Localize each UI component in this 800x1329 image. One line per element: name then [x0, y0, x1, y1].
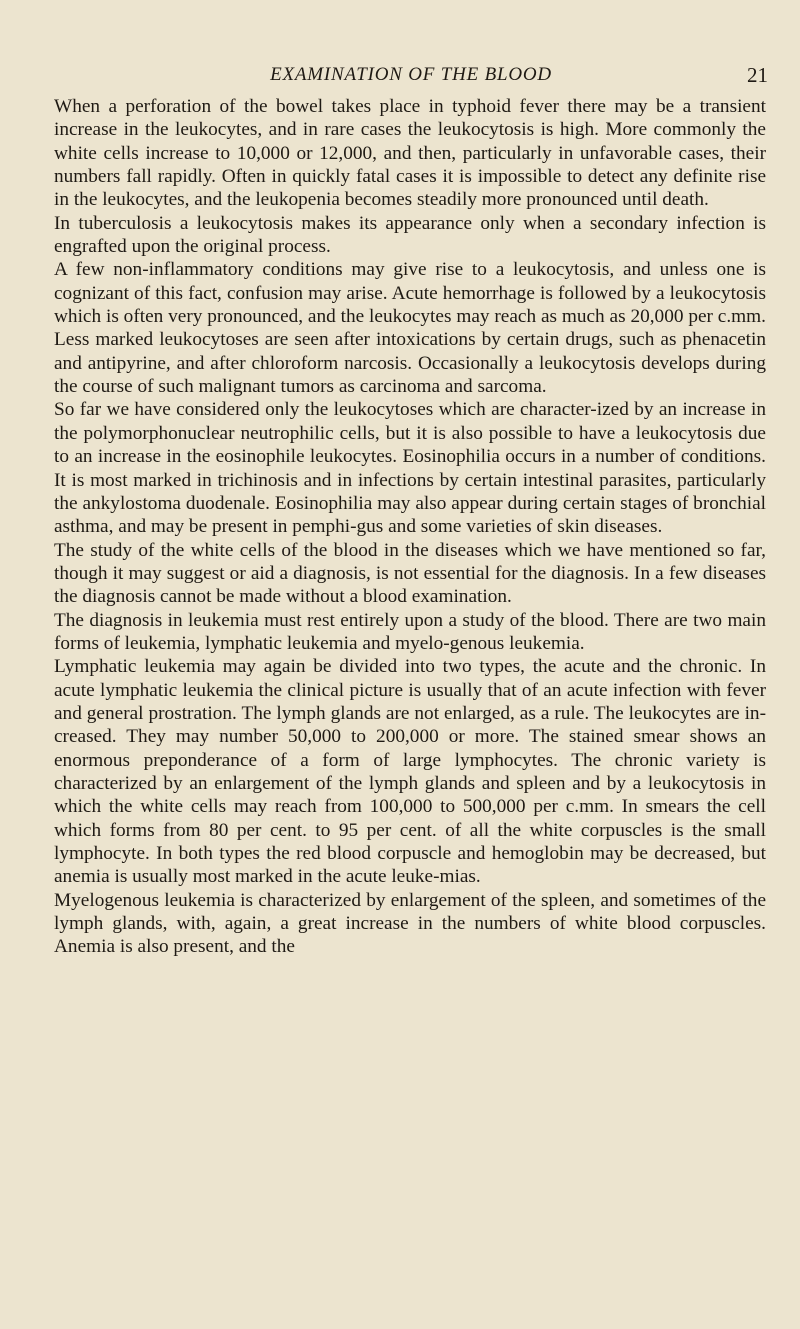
paragraph-non-inflammatory: A few non-inflammatory conditions may give rise to a leukocytosis, and unless one is cognizant of this fact, confusion may arise. Acute hemorrhage is followed by a leukocytosis which is often very pronounced, and the leukocytes may reach as much as 20,000 per c.mm. Less marked leukocytoses are seen after intoxications by certain drugs, such as phenacetin and antipyrine, and after chloroform narcosis. Occasionally a leukocytosis develops during the course of such malignant tumors as carcinoma and sarcoma.: [54, 259, 766, 398]
paragraph-white-cells-study: The study of the white cells of the blood in the diseases which we have mentioned so far, though it may suggest or aid a diagnosis, is not essential for the diagnosis. In a few diseases the diagnosis cannot be made without a blood examination.: [54, 539, 766, 608]
page-number: 21: [747, 63, 768, 87]
paragraph-eosinophilia: So far we have considered only the leukocytoses which are character-ized by an increase in the polymorphonuclear neutrophilic cells, but it is also possible to have a leukocytosis due to an increase in the eosinophile leukocytes. Eosinophilia occurs in a number of conditions. It is most marked in trichinosis and in infections by certain intestinal parasites, particularly the ankylostoma duodenale. Eosinophilia may also appear during certain stages of bronchial asthma, and may be present in pemphi-gus and some varieties of skin diseases.: [54, 399, 766, 538]
paragraph-leukemia-diagnosis: The diagnosis in leukemia must rest entirely upon a study of the blood. There are two main forms of leukemia, lymphatic leukemia and myelo-genous leukemia.: [54, 609, 766, 654]
paragraph-lymphatic-leukemia: Lymphatic leukemia may again be divided into two types, the acute and the chronic. In acute lymphatic leukemia the clinical picture is usually that of an acute infection with fever and general prostration. The lymph glands are not enlarged, as a rule. The leukocytes are in-creased. They may number 50,000 to 200,000 or more. The stained smear shows an enormous preponderance of a form of large lymphocytes. The chronic variety is characterized by an enlargement of the lymph glands and spleen and by a leukocytosis in which the white cells may reach from 100,000 to 500,000 per c.mm. In smears the cell which forms from 80 per cent. to 95 per cent. of all the white corpuscles is the small lymphocyte. In both types the red blood corpuscle and hemoglobin may be decreased, but anemia is usually most marked in the acute leuke-mias.: [54, 656, 766, 888]
running-title: EXAMINATION OF THE BLOOD: [270, 64, 552, 85]
body-text: [54, 95, 766, 959]
paragraph-tuberculosis: In tuberculosis a leukocytosis makes its appearance only when a secondary infection is engrafted upon the original process.: [54, 212, 766, 258]
paragraph-perforation-typhoid: When a perforation of the bowel takes place in typhoid fever there may be a transient increase in the leukocytes, and in rare cases the leukocytosis is high. More commonly the white cells increase to 10,000 or 12,000, and then, particularly in unfavorable cases, their numbers fall rapidly. Often in quickly fatal cases it is impossible to detect any definite rise in the leukocytes, and the leukopenia becomes steadily more pronounced until death.: [54, 96, 766, 211]
running-head: [54, 62, 768, 88]
paragraph-myelogenous-leukemia: Myelogenous leukemia is characterized by enlargement of the spleen, and sometimes of the lymph glands, with, again, a great increase in the numbers of white blood corpuscles. Anemia is also present, and the: [54, 889, 766, 958]
